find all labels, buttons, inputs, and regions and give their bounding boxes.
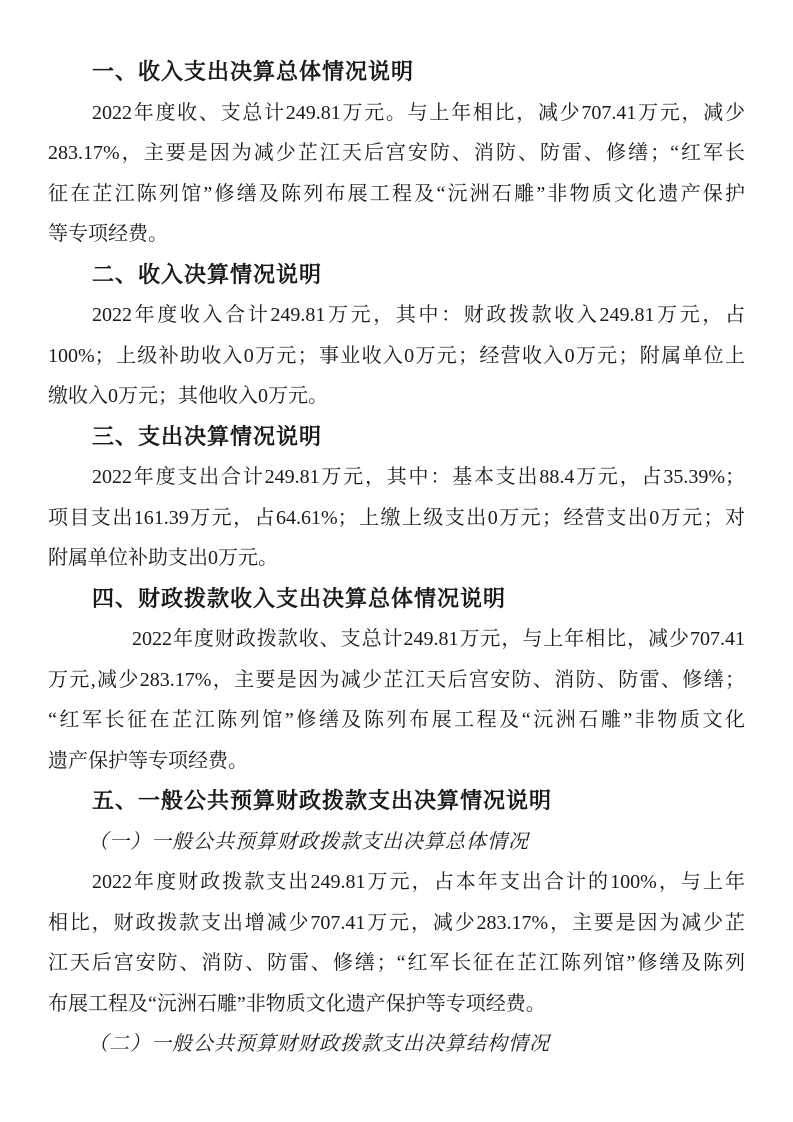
section-5-subheading-1: （一）一般公共预算财政拨款支出决算总体情况 xyxy=(88,830,529,853)
section-5-line: 江天后宫安防、消防、防雷、修缮；“红军长征在芷江陈列馆”修缮及陈列 xyxy=(48,952,745,974)
section-1-heading: 一、收入支出决算总体情况说明 xyxy=(92,59,415,84)
section-4-line: 遗产保护等专项经费。 xyxy=(48,749,248,772)
section-3-heading: 三、支出决算情况说明 xyxy=(92,423,323,449)
section-2-line: 100%；上级补助收入0万元；事业收入0万元；经营收入0万元；附属单位上 xyxy=(48,344,745,367)
section-3-line: 附属单位补助支出0万元。 xyxy=(48,547,278,569)
section-5-subheading-2: （二）一般公共预算财财政拨款支出决算结构情况 xyxy=(88,1033,550,1055)
section-2-heading: 二、收入决算情况说明 xyxy=(92,261,323,287)
section-5-line: 布展工程及“沅洲石雕”非物质文化遗产保护等专项经费。 xyxy=(48,992,546,1015)
section-1-line: 283.17%，主要是因为减少芷江天后宫安防、消防、防雷、修缮；“红军长 xyxy=(48,142,745,164)
section-4-line: “红军长征在芷江陈列馆”修缮及陈列布展工程及“沅洲石雕”非物质文化 xyxy=(48,709,745,731)
section-4-line: 2022年度财政拨款收、支总计249.81万元，与上年相比，减少707.41 xyxy=(132,628,745,650)
section-5-heading: 五、一般公共预算财政拨款支出决算情况说明 xyxy=(92,788,553,813)
section-1-line: 征在芷江陈列馆”修缮及陈列布展工程及“沅洲石雕”非物质文化遗产保护 xyxy=(48,182,745,205)
section-1-line: 2022年度收、支总计249.81万元。与上年相比，减少707.41万元，减少 xyxy=(92,101,745,124)
section-1-line: 等专项经费。 xyxy=(48,223,168,245)
section-5-line: 2022年度财政拨款支出249.81万元，占本年支出合计的100%，与上年 xyxy=(92,871,745,893)
section-2-line: 缴收入0万元；其他收入0万元。 xyxy=(48,385,328,407)
section-4-line: 万元,减少283.17%，主要是因为减少芷江天后宫安防、消防、防雷、修缮； xyxy=(48,668,745,691)
section-2-line: 2022年度收入合计249.81万元，其中：财政拨款收入249.81万元，占 xyxy=(92,304,745,326)
section-4-heading: 四、财政拨款收入支出决算总体情况说明 xyxy=(92,585,507,611)
section-3-line: 项目支出161.39万元，占64.61%；上缴上级支出0万元；经营支出0万元；对 xyxy=(48,506,745,529)
section-3-line: 2022年度支出合计249.81万元，其中：基本支出88.4万元，占35.39%； xyxy=(92,466,745,488)
section-5-line: 相比，财政拨款支出增减少707.41万元，减少283.17%，主要是因为减少芷 xyxy=(48,911,745,934)
